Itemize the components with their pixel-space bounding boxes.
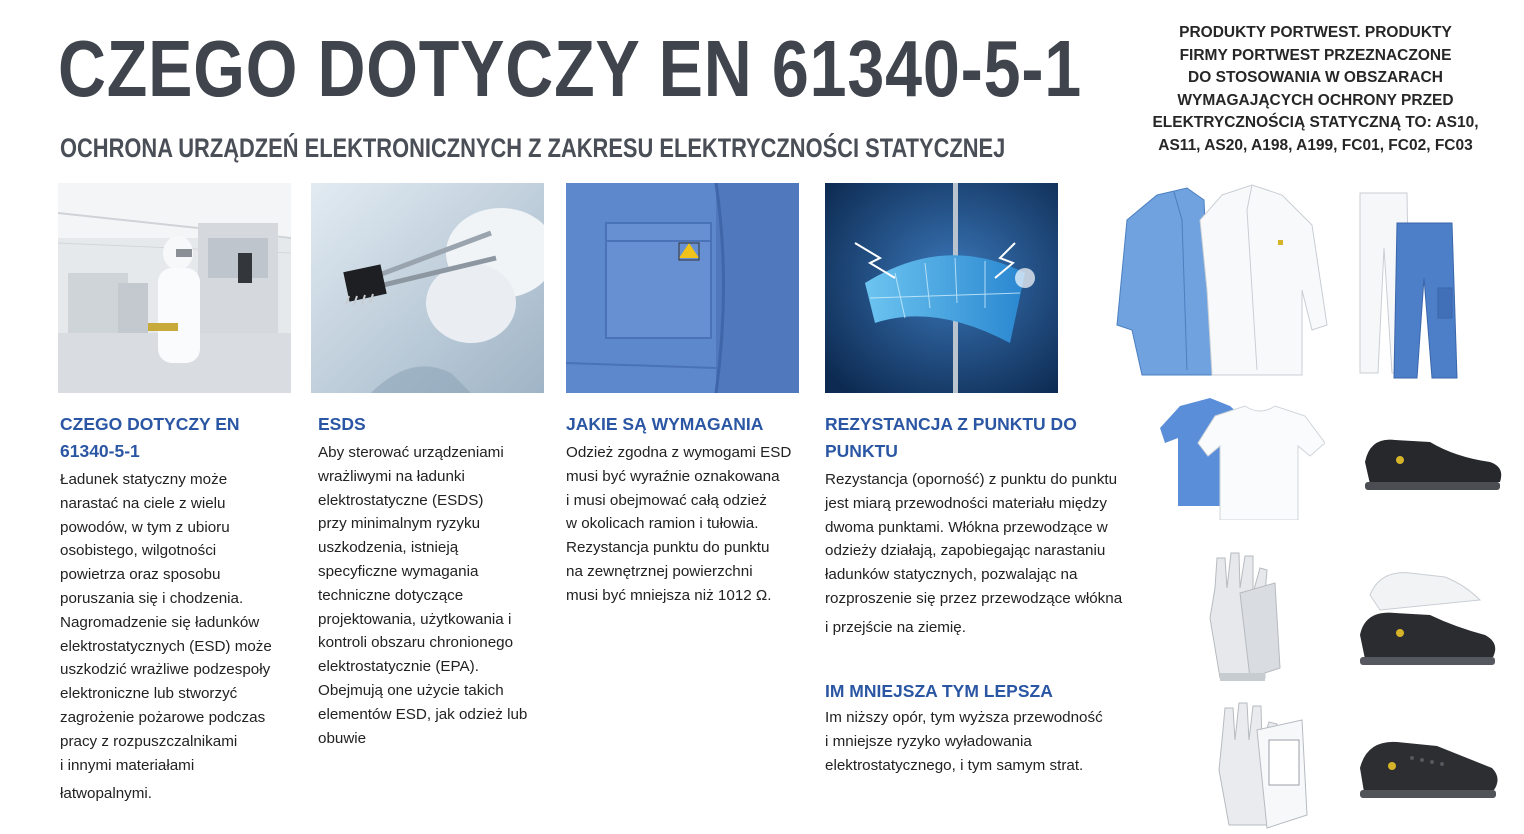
esd-tshirts-image bbox=[1160, 398, 1325, 520]
body-line: Ładunek statyczny może bbox=[60, 471, 228, 488]
body-line: obuwie bbox=[318, 729, 367, 747]
body-line: dwoma punktami. Włókna przewodzące w bbox=[825, 518, 1108, 536]
body-line: powietrza oraz sposobu bbox=[60, 566, 221, 584]
heading-line: PUNKTU bbox=[825, 441, 898, 461]
heading-line: REZYSTANCJA Z PUNKTU DO bbox=[825, 414, 1077, 434]
section-body-esds bbox=[318, 441, 558, 750]
section-body-requirements bbox=[566, 441, 811, 608]
body-line: Aby sterować urządzeniami bbox=[318, 444, 504, 461]
body-line: ładunków statycznych, pozwalając na bbox=[825, 566, 1078, 584]
note-line: FIRMY PORTWEST PRZEZNACZONE bbox=[1179, 46, 1452, 64]
portwest-products-note bbox=[1143, 22, 1488, 157]
page-title: CZEGO DOTYCZY EN 61340-5-1 bbox=[58, 24, 1083, 113]
body-line: Nagromadzenie się ładunków bbox=[60, 613, 260, 631]
body-line: elektrostatycznie (EPA). bbox=[318, 658, 479, 676]
body-line: elektrostatyczne (ESDS) bbox=[318, 491, 484, 509]
section-body-resistance bbox=[825, 468, 1155, 640]
section-heading-standard bbox=[60, 411, 240, 465]
section-heading-requirements bbox=[566, 411, 763, 438]
body-line: musi być wyraźnie oznakowana bbox=[566, 467, 780, 485]
esd-coat-pocket-photo bbox=[566, 183, 799, 393]
section-heading-lower-better bbox=[825, 678, 1053, 705]
heading-line: 61340-5-1 bbox=[60, 441, 140, 461]
body-line: wrażliwymi na ładunki bbox=[318, 467, 465, 485]
body-line: odzieży działają, zapobiegając narastaniu bbox=[825, 542, 1106, 560]
heading-line: CZEGO DOTYCZY EN bbox=[60, 414, 240, 434]
note-line: PRODUKTY PORTWEST. PRODUKTY bbox=[1179, 24, 1452, 41]
section-heading-esds bbox=[318, 411, 366, 438]
body-line: powodów, w tym z ubioru bbox=[60, 518, 230, 536]
note-line: WYMAGAJĄCYCH OCHRONY PRZED bbox=[1177, 91, 1454, 109]
body-line: i przejście na ziemię. bbox=[825, 618, 966, 636]
body-line: musi być mniejsza niż 1012 Ω. bbox=[566, 586, 772, 604]
body-line: i musi obejmować całą odzież bbox=[566, 491, 767, 509]
static-discharge-photo bbox=[825, 183, 1058, 393]
body-line: zagrożenie pożarowe podczas bbox=[60, 708, 266, 726]
body-line: jest miarą przewodności materiału między bbox=[825, 494, 1107, 512]
esd-shoes-2-image bbox=[1355, 565, 1500, 670]
body-line: uszkodzenia, istnieją bbox=[318, 539, 459, 557]
body-line: projektowania, użytkowania i bbox=[318, 610, 512, 628]
section-heading-resistance bbox=[825, 411, 1077, 465]
body-line: na zewnętrznej powierzchni bbox=[566, 562, 753, 580]
body-line: rozproszenie się przez przewodzące włókna bbox=[825, 589, 1123, 607]
body-line: łatwopalnymi. bbox=[60, 785, 153, 803]
esd-trousers-image bbox=[1352, 188, 1512, 380]
cleanroom-photo bbox=[58, 183, 291, 393]
esd-glove-1-image bbox=[1195, 548, 1295, 686]
body-line: elektrostatycznego, i tym samym strat. bbox=[825, 756, 1084, 774]
body-line: osobistego, wilgotności bbox=[60, 542, 217, 560]
body-line: Odzież zgodna z wymogami ESD bbox=[566, 444, 792, 461]
body-line: uszkodzić wrażliwe podzespoły bbox=[60, 661, 271, 679]
body-line: i mniejsze ryzyko wyładowania bbox=[825, 732, 1032, 750]
esd-coats-image bbox=[1112, 180, 1337, 380]
section-body-lower-better bbox=[825, 706, 1155, 777]
body-line: Im niższy opór, tym wyższa przewodność bbox=[825, 709, 1103, 726]
body-line: Rezystancja (oporność) z punktu do punktu bbox=[825, 471, 1118, 488]
body-line: elementów ESD, jak odzież lub bbox=[318, 705, 528, 723]
body-line: narastać na ciele z wielu bbox=[60, 494, 226, 512]
esds-chip-photo bbox=[311, 183, 544, 393]
body-line: Obejmują one użycie takich bbox=[318, 681, 504, 699]
heading-line: JAKIE SĄ WYMAGANIA bbox=[566, 414, 764, 434]
note-line: AS11, AS20, A198, A199, FC01, FC02, FC03 bbox=[1158, 136, 1473, 154]
heading-line: ESDS bbox=[318, 414, 366, 434]
body-line: specyficzne wymagania bbox=[318, 562, 479, 580]
heading-line: IM MNIEJSZA TYM LEPSZA bbox=[825, 681, 1053, 701]
body-line: techniczne dotyczące bbox=[318, 586, 464, 604]
body-line: pracy z rozpuszczalnikami bbox=[60, 732, 238, 750]
body-line: kontroli obszaru chronionego bbox=[318, 634, 514, 652]
body-line: elektroniczne lub stworzyć bbox=[60, 685, 238, 703]
body-line: w okolicach ramion i tułowia. bbox=[566, 515, 759, 533]
note-line: DO STOSOWANIA W OBSZARACH bbox=[1188, 69, 1443, 86]
body-line: poruszania się i chodzenia. bbox=[60, 589, 244, 607]
body-line: elektrostatycznych (ESD) może bbox=[60, 637, 272, 655]
body-line: Rezystancja punktu do punktu bbox=[566, 539, 770, 557]
page-subtitle: OCHRONA URZĄDZEŃ ELEKTRONICZNYCH Z ZAKRESU ELEKTRYCZNOŚCI STATYCZNEJ bbox=[60, 133, 1006, 163]
note-line: ELEKTRYCZNOŚCIĄ STATYCZNĄ TO: AS10, bbox=[1152, 114, 1479, 131]
body-line: przy minimalnym ryzyku bbox=[318, 515, 481, 533]
section-body-standard bbox=[60, 468, 300, 806]
esd-glove-2-image bbox=[1207, 700, 1317, 832]
body-line: i innymi materiałami bbox=[60, 756, 195, 774]
esd-shoe-1-image bbox=[1360, 432, 1505, 494]
esd-clog-image bbox=[1352, 728, 1502, 803]
